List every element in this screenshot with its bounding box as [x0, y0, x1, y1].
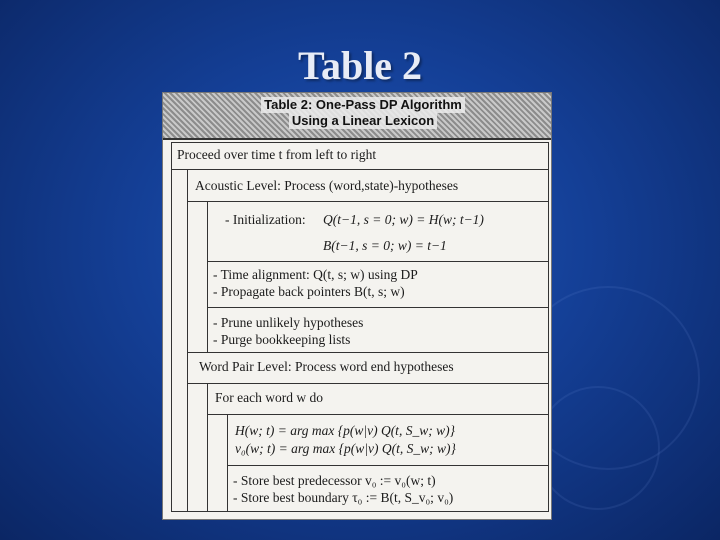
divider	[171, 169, 549, 170]
scanned-table	[162, 92, 552, 520]
divider	[207, 307, 549, 308]
table-caption-banner	[163, 93, 551, 140]
propagate-step: - Propagate back pointers B(t, s; w)	[213, 284, 405, 299]
proceed-row: Proceed over time t from left to right	[177, 147, 377, 162]
v0-argmax-equation: v₀(w; t) = arg max {p(w|v) Q(t, S_w; w)}	[235, 441, 456, 456]
divider	[187, 169, 188, 352]
slide-title: Table 2	[297, 43, 423, 88]
store-predecessor-step: - Store best predecessor v₀ := v₀(w; t)	[233, 473, 436, 488]
table-caption-line1: Table 2: One-Pass DP Algorithm	[261, 97, 465, 113]
purge-step: - Purge bookkeeping lists	[213, 332, 351, 347]
background-decoration	[536, 386, 660, 510]
divider	[207, 201, 208, 352]
divider	[207, 261, 549, 262]
divider	[227, 414, 228, 512]
for-each-word: For each word w do	[215, 390, 323, 405]
h-argmax-equation: H(w; t) = arg max {p(w|v) Q(t, S_w; w)}	[235, 423, 455, 438]
divider	[187, 352, 549, 353]
divider	[187, 201, 549, 202]
divider	[207, 414, 549, 415]
init-label: - Initialization:	[225, 212, 306, 227]
table-caption-line2: Using a Linear Lexicon	[289, 113, 437, 129]
divider	[187, 383, 549, 384]
prune-step: - Prune unlikely hypotheses	[213, 315, 364, 330]
init-equation-q: Q(t−1, s = 0; w) = H(w; t−1)	[323, 212, 484, 227]
divider	[207, 383, 208, 512]
divider	[227, 465, 549, 466]
table-caption	[243, 97, 483, 129]
acoustic-level-heading: Acoustic Level: Process (word,state)-hypotheses	[195, 178, 459, 193]
init-equation-b: B(t−1, s = 0; w) = t−1	[323, 238, 447, 253]
store-boundary-step: - Store best boundary τ₀ := B(t, S_v₀; v₀)	[233, 490, 454, 505]
time-alignment-step: - Time alignment: Q(t, s; w) using DP	[213, 267, 418, 282]
word-pair-level-heading: Word Pair Level: Process word end hypotheses	[199, 359, 454, 374]
divider	[187, 352, 188, 512]
